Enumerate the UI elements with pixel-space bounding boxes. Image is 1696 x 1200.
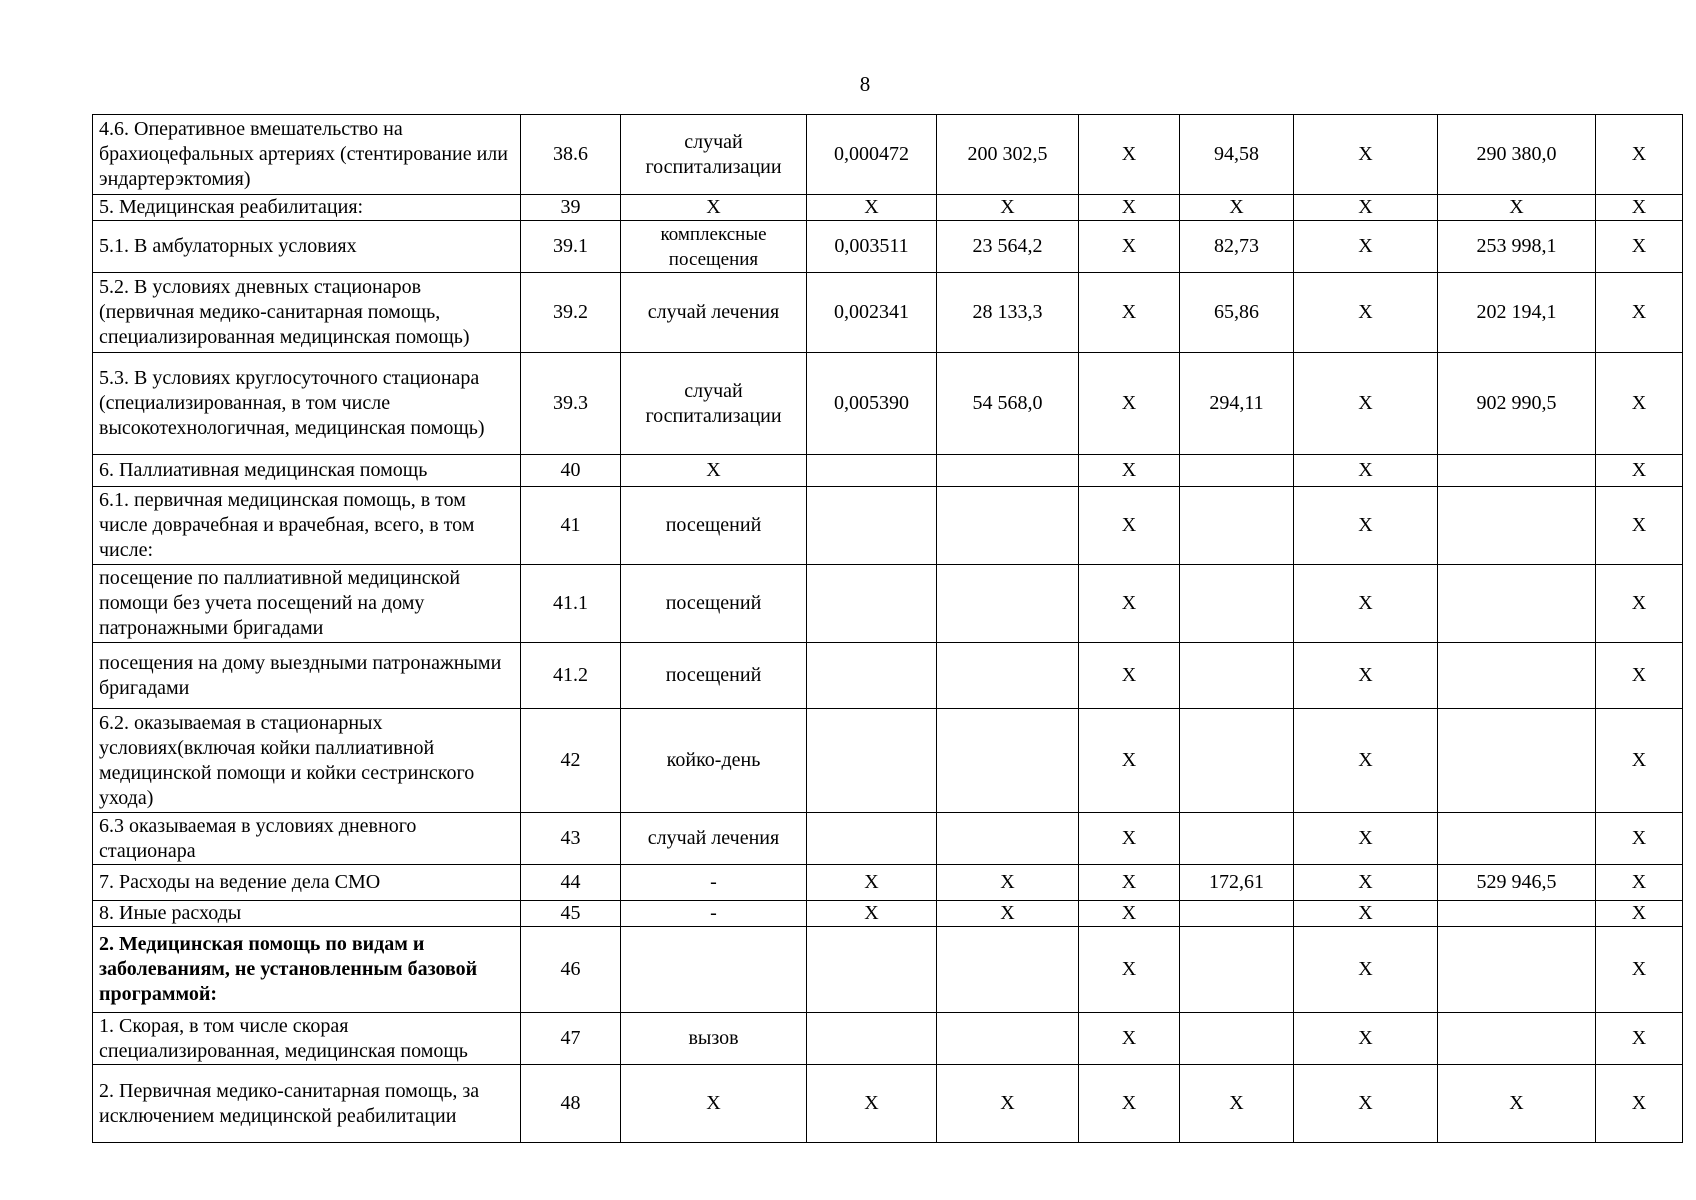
unit-cell: посещений: [621, 643, 807, 709]
total-cell: [1438, 455, 1596, 487]
x-cell-c: X: [1596, 221, 1683, 273]
row-code: 39.1: [521, 221, 621, 273]
cost-value-cell: [937, 455, 1079, 487]
total-cell: 202 194,1: [1438, 273, 1596, 353]
x-cell-c: X: [1596, 1013, 1683, 1065]
total-cell: [1438, 565, 1596, 643]
total-cell: [1438, 901, 1596, 927]
cost-value-cell: 200 302,5: [937, 115, 1079, 195]
cost-value-cell: [937, 813, 1079, 865]
x-cell-c: X: [1596, 865, 1683, 901]
row-name: 7. Расходы на ведение дела СМО: [93, 865, 521, 901]
x-cell-c: X: [1596, 813, 1683, 865]
unit-cell: посещений: [621, 487, 807, 565]
per-capita-cell: X: [1180, 195, 1294, 221]
row-code: 39.3: [521, 353, 621, 455]
unit-cell: X: [621, 455, 807, 487]
row-name: 8. Иные расходы: [93, 901, 521, 927]
per-capita-cell: 172,61: [1180, 865, 1294, 901]
table-row: [93, 115, 1683, 195]
unit-cell: -: [621, 901, 807, 927]
unit-cell: случай лечения: [621, 813, 807, 865]
x-cell-c: X: [1596, 643, 1683, 709]
x-cell-b: X: [1294, 865, 1438, 901]
row-code: 47: [521, 1013, 621, 1065]
row-code: 46: [521, 927, 621, 1013]
norm-value-cell: X: [807, 901, 937, 927]
per-capita-cell: X: [1180, 1065, 1294, 1143]
per-capita-cell: 82,73: [1180, 221, 1294, 273]
unit-cell: X: [621, 195, 807, 221]
unit-cell: койко-день: [621, 709, 807, 813]
row-name: 2. Первичная медико-санитарная помощь, за исключением медицинской реабилитации: [93, 1065, 521, 1143]
x-cell-a: X: [1079, 1065, 1180, 1143]
unit-cell: вызов: [621, 1013, 807, 1065]
table-row: [93, 195, 1683, 221]
table-row: [93, 273, 1683, 353]
cost-value-cell: [937, 709, 1079, 813]
row-name: 5.3. В условиях круглосуточного стационара (специализированная, в том числе высокотехнологичная, медицинская помощь): [93, 353, 521, 455]
table-row: [93, 455, 1683, 487]
per-capita-cell: [1180, 643, 1294, 709]
unit-cell: случай лечения: [621, 273, 807, 353]
per-capita-cell: [1180, 565, 1294, 643]
row-code: 45: [521, 901, 621, 927]
per-capita-cell: [1180, 455, 1294, 487]
x-cell-a: X: [1079, 927, 1180, 1013]
total-cell: 253 998,1: [1438, 221, 1596, 273]
x-cell-c: X: [1596, 487, 1683, 565]
unit-cell: случай госпитализации: [621, 353, 807, 455]
norm-value-cell: [807, 455, 937, 487]
x-cell-b: X: [1294, 353, 1438, 455]
x-cell-c: X: [1596, 195, 1683, 221]
cost-value-cell: X: [937, 901, 1079, 927]
data-table: [92, 114, 1683, 1143]
x-cell-b: X: [1294, 901, 1438, 927]
norm-value-cell: [807, 813, 937, 865]
row-code: 41: [521, 487, 621, 565]
table-row: [93, 565, 1683, 643]
norm-value-cell: [807, 565, 937, 643]
table-row: [93, 813, 1683, 865]
cost-value-cell: X: [937, 195, 1079, 221]
x-cell-c: X: [1596, 455, 1683, 487]
unit-cell: комплексные посещения: [621, 221, 807, 273]
row-code: 39: [521, 195, 621, 221]
norm-value-cell: [807, 487, 937, 565]
total-cell: 902 990,5: [1438, 353, 1596, 455]
row-code: 43: [521, 813, 621, 865]
norm-value-cell: X: [807, 195, 937, 221]
norm-value-cell: [807, 709, 937, 813]
total-cell: X: [1438, 195, 1596, 221]
x-cell-c: X: [1596, 927, 1683, 1013]
x-cell-c: X: [1596, 353, 1683, 455]
x-cell-c: X: [1596, 273, 1683, 353]
per-capita-cell: 294,11: [1180, 353, 1294, 455]
x-cell-b: X: [1294, 1065, 1438, 1143]
row-name: 6.1. первичная медицинская помощь, в том числе доврачебная и врачебная, всего, в том числе:: [93, 487, 521, 565]
row-code: 41.2: [521, 643, 621, 709]
page-number: 8: [859, 72, 871, 96]
total-cell: [1438, 709, 1596, 813]
row-name: 6.2. оказываемая в стационарных условиях(включая койки паллиативной медицинской помощи и койки сестринского ухода): [93, 709, 521, 813]
row-name: 1. Скорая, в том числе скорая специализированная, медицинская помощь: [93, 1013, 521, 1065]
per-capita-cell: [1180, 927, 1294, 1013]
x-cell-c: X: [1596, 565, 1683, 643]
total-cell: [1438, 1013, 1596, 1065]
total-cell: [1438, 927, 1596, 1013]
x-cell-c: X: [1596, 1065, 1683, 1143]
cost-value-cell: [937, 1013, 1079, 1065]
table-row: [93, 487, 1683, 565]
row-code: 39.2: [521, 273, 621, 353]
table-row: [93, 1013, 1683, 1065]
x-cell-a: X: [1079, 813, 1180, 865]
norm-value-cell: 0,000472: [807, 115, 937, 195]
unit-cell: случай госпитализации: [621, 115, 807, 195]
per-capita-cell: [1180, 487, 1294, 565]
norm-value-cell: X: [807, 1065, 937, 1143]
row-name: 2. Медицинская помощь по видам и заболеваниям, не установленным базовой программой:: [93, 927, 521, 1013]
x-cell-a: X: [1079, 709, 1180, 813]
row-code: 48: [521, 1065, 621, 1143]
row-name: 5.1. В амбулаторных условиях: [93, 221, 521, 273]
per-capita-cell: [1180, 813, 1294, 865]
x-cell-b: X: [1294, 115, 1438, 195]
table-row: [93, 927, 1683, 1013]
norm-value-cell: X: [807, 865, 937, 901]
norm-value-cell: [807, 643, 937, 709]
x-cell-b: X: [1294, 927, 1438, 1013]
row-code: 41.1: [521, 565, 621, 643]
table-row: [93, 353, 1683, 455]
x-cell-b: X: [1294, 221, 1438, 273]
x-cell-a: X: [1079, 455, 1180, 487]
norm-value-cell: 0,003511: [807, 221, 937, 273]
unit-cell: [621, 927, 807, 1013]
table-row: [93, 901, 1683, 927]
row-name: посещение по паллиативной медицинской помощи без учета посещений на дому патронажными бригадами: [93, 565, 521, 643]
row-name: 5. Медицинская реабилитация:: [93, 195, 521, 221]
row-name: 6. Паллиативная медицинская помощь: [93, 455, 521, 487]
x-cell-b: X: [1294, 1013, 1438, 1065]
per-capita-cell: [1180, 709, 1294, 813]
total-cell: 290 380,0: [1438, 115, 1596, 195]
row-code: 38.6: [521, 115, 621, 195]
total-cell: [1438, 643, 1596, 709]
x-cell-b: X: [1294, 709, 1438, 813]
cost-value-cell: [937, 927, 1079, 1013]
x-cell-c: X: [1596, 115, 1683, 195]
unit-cell: посещений: [621, 565, 807, 643]
table-row: [93, 221, 1683, 273]
cost-value-cell: [937, 487, 1079, 565]
norm-value-cell: [807, 1013, 937, 1065]
table-row: [93, 709, 1683, 813]
cost-value-cell: X: [937, 1065, 1079, 1143]
x-cell-b: X: [1294, 455, 1438, 487]
row-name: 6.3 оказываемая в условиях дневного стационара: [93, 813, 521, 865]
table-row: [93, 865, 1683, 901]
x-cell-a: X: [1079, 353, 1180, 455]
per-capita-cell: [1180, 901, 1294, 927]
total-cell: [1438, 813, 1596, 865]
x-cell-b: X: [1294, 487, 1438, 565]
x-cell-a: X: [1079, 221, 1180, 273]
per-capita-cell: [1180, 1013, 1294, 1065]
x-cell-b: X: [1294, 273, 1438, 353]
unit-cell: X: [621, 1065, 807, 1143]
cost-value-cell: [937, 565, 1079, 643]
table-row: [93, 643, 1683, 709]
x-cell-b: X: [1294, 565, 1438, 643]
total-cell: X: [1438, 1065, 1596, 1143]
cost-value-cell: 23 564,2: [937, 221, 1079, 273]
x-cell-a: X: [1079, 273, 1180, 353]
x-cell-c: X: [1596, 709, 1683, 813]
x-cell-a: X: [1079, 487, 1180, 565]
unit-cell: -: [621, 865, 807, 901]
row-name: 5.2. В условиях дневных стационаров (первичная медико-санитарная помощь, специализированная медицинская помощь): [93, 273, 521, 353]
x-cell-a: X: [1079, 565, 1180, 643]
total-cell: [1438, 487, 1596, 565]
x-cell-c: X: [1596, 901, 1683, 927]
x-cell-b: X: [1294, 813, 1438, 865]
row-code: 44: [521, 865, 621, 901]
table-row: [93, 1065, 1683, 1143]
norm-value-cell: [807, 927, 937, 1013]
x-cell-a: X: [1079, 115, 1180, 195]
row-name: 4.6. Оперативное вмешательство на брахиоцефальных артериях (стентирование или эндартерэктомия): [93, 115, 521, 195]
x-cell-a: X: [1079, 901, 1180, 927]
x-cell-a: X: [1079, 865, 1180, 901]
x-cell-b: X: [1294, 643, 1438, 709]
x-cell-a: X: [1079, 195, 1180, 221]
cost-value-cell: X: [937, 865, 1079, 901]
cost-value-cell: 54 568,0: [937, 353, 1079, 455]
per-capita-cell: 94,58: [1180, 115, 1294, 195]
row-name: посещения на дому выездными патронажными бригадами: [93, 643, 521, 709]
x-cell-a: X: [1079, 643, 1180, 709]
cost-value-cell: 28 133,3: [937, 273, 1079, 353]
row-code: 42: [521, 709, 621, 813]
per-capita-cell: 65,86: [1180, 273, 1294, 353]
cost-value-cell: [937, 643, 1079, 709]
row-code: 40: [521, 455, 621, 487]
total-cell: 529 946,5: [1438, 865, 1596, 901]
norm-value-cell: 0,002341: [807, 273, 937, 353]
x-cell-b: X: [1294, 195, 1438, 221]
norm-value-cell: 0,005390: [807, 353, 937, 455]
x-cell-a: X: [1079, 1013, 1180, 1065]
